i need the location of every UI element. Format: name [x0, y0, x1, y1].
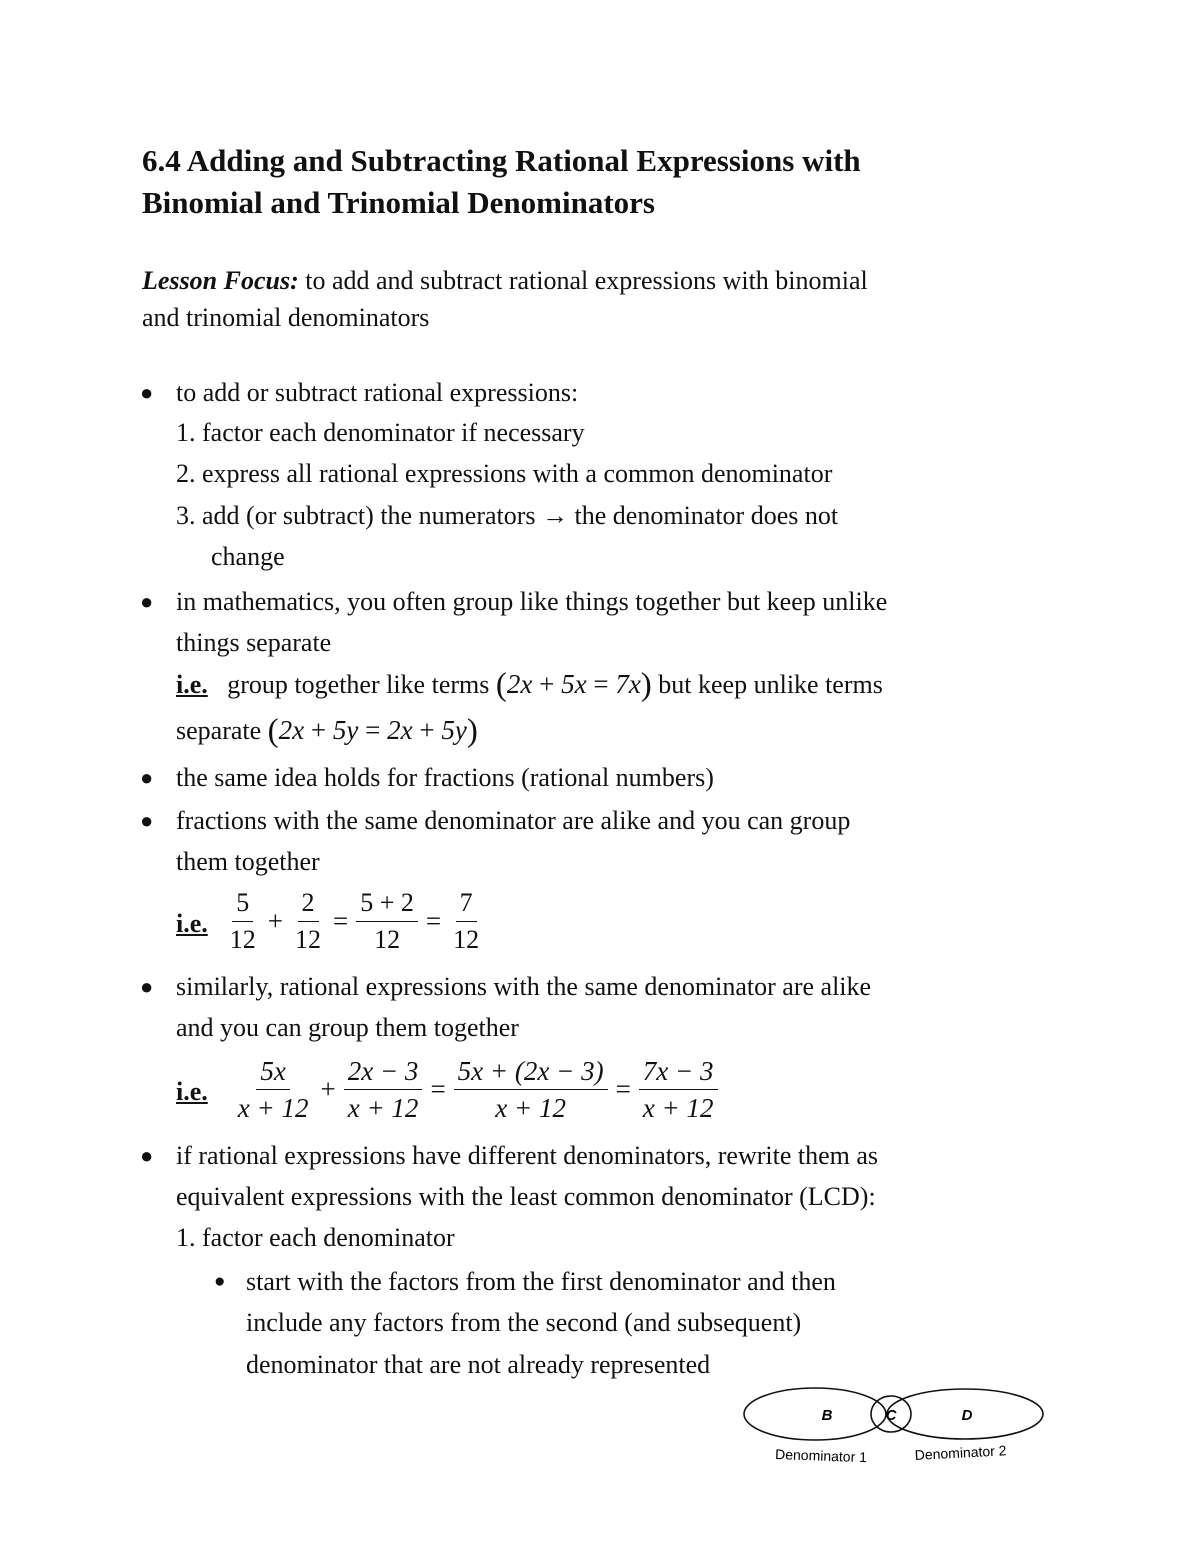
venn-letter-right: D	[961, 1407, 973, 1424]
fraction: $\frac{5}{12}$	[229, 888, 256, 954]
title-line-2: Binomial and Trinomial Denominators	[142, 185, 655, 220]
bullet-4-line-2: them together	[176, 847, 320, 876]
equals-sign: =	[430, 1074, 446, 1104]
venn-letter-left: B	[821, 1407, 833, 1424]
equals-sign: =	[333, 906, 349, 936]
fraction: $\frac{2}{12}$	[295, 888, 321, 954]
equals-sign: =	[425, 906, 442, 936]
bullet-icon: ●	[214, 1271, 226, 1292]
page-title	[142, 140, 1102, 224]
sub-bullet-line-1: start with the factors from the first denominator and then	[246, 1267, 836, 1296]
venn-label-right: Denominator 2	[914, 1442, 1007, 1463]
like-terms-example	[176, 666, 883, 704]
lesson-focus-line-2: and trinomial denominators	[142, 303, 430, 332]
ie-label: i.e.	[176, 908, 208, 938]
lcd-step-1-text: factor each denominator	[202, 1223, 455, 1252]
venn-label-left: Denominator 1	[774, 1446, 868, 1466]
step-3-rest: the denominator does not	[568, 501, 839, 530]
sub-bullet-line-2: include any factors from the second (and subsequent)	[246, 1308, 802, 1337]
fraction-example	[176, 888, 487, 955]
venn-diagram	[735, 1380, 1055, 1470]
arrow-right-icon: →	[542, 501, 569, 530]
unlike-terms-example	[176, 712, 478, 750]
step-3-text: add (or subtract) the numerators	[202, 501, 536, 530]
bullet-icon: ●	[140, 1143, 154, 1168]
lesson-focus	[142, 262, 868, 299]
venn-ellipse-left	[744, 1388, 886, 1440]
bullet-3-text: the same idea holds for fractions (rational numbers)	[176, 763, 714, 792]
ie-label: i.e.	[176, 1076, 208, 1106]
bullet-2-line-1: in mathematics, you often group like things together but keep unlike	[176, 587, 888, 616]
step-2-text: express all rational expressions with a common denominator	[202, 459, 833, 488]
title-line-1: 6.4 Adding and Subtracting Rational Expressions with	[142, 143, 861, 178]
rational-example	[176, 1056, 722, 1123]
step-3-continued: change	[211, 542, 285, 571]
bullet-icon: ●	[140, 974, 154, 999]
bullet-6-line-1: if rational expressions have different denominators, rewrite them as	[176, 1141, 879, 1170]
venn-letter-middle: C	[885, 1407, 897, 1424]
step-2: 2. express all rational expressions with a common denominator	[176, 459, 833, 488]
step-3: 3. add (or subtract) the numerators → the denominator does not	[176, 501, 839, 530]
bullet-icon: ●	[140, 380, 154, 405]
bullet-6-line-2: equivalent expressions with the least common denominator (LCD):	[176, 1182, 876, 1211]
step-1-text: factor each denominator if necessary	[202, 418, 585, 447]
bullet-5-line-2: and you can group them together	[176, 1013, 519, 1042]
bullet-icon: ●	[140, 589, 154, 614]
fraction: $\frac{2x - 3}{x + 12}$	[344, 1056, 423, 1123]
bullet-icon: ●	[140, 765, 154, 790]
like-terms-expression: (2x + 5x = 7x)	[495, 667, 652, 703]
unlike-terms-expression: (2x + 5y = 2x + 5y)	[267, 713, 478, 749]
unlike-terms-text: separate	[176, 716, 262, 745]
fraction: $\frac{5 + 2}{12}$	[356, 888, 418, 955]
bullet-icon: ●	[140, 808, 154, 833]
bullet-2-line-2: things separate	[176, 628, 332, 657]
fraction: $\frac{7x - 3}{x + 12}$	[639, 1056, 718, 1123]
lesson-focus-text: to add and subtract rational expressions with binomial	[298, 266, 868, 295]
ie-label: i.e.	[176, 670, 208, 699]
bullet-5-line-1: similarly, rational expressions with the same denominator are alike	[176, 972, 872, 1001]
plus-sign: +	[320, 1074, 336, 1104]
fraction: $\frac{7}{12}$	[453, 888, 480, 954]
step-1: 1. factor each denominator if necessary	[176, 418, 585, 447]
fraction: $\frac{5x + (2x - 3)}{x + 12}$	[454, 1056, 608, 1123]
bullet-4-line-1: fractions with the same denominator are alike and you can group	[176, 806, 851, 835]
fraction: $\frac{5x}{x + 12}$	[237, 1056, 309, 1123]
equals-sign: =	[615, 1074, 631, 1104]
lcd-step-1: 1. factor each denominator	[176, 1223, 455, 1252]
plus-sign: +	[267, 906, 283, 936]
lesson-focus-label: Lesson Focus:	[142, 266, 299, 295]
bullet-1-text: to add or subtract rational expressions:	[176, 378, 579, 407]
like-terms-text: group together like terms	[227, 670, 490, 699]
like-terms-post: but keep unlike terms	[658, 670, 883, 699]
sub-bullet-line-3: denominator that are not already represented	[246, 1350, 711, 1379]
